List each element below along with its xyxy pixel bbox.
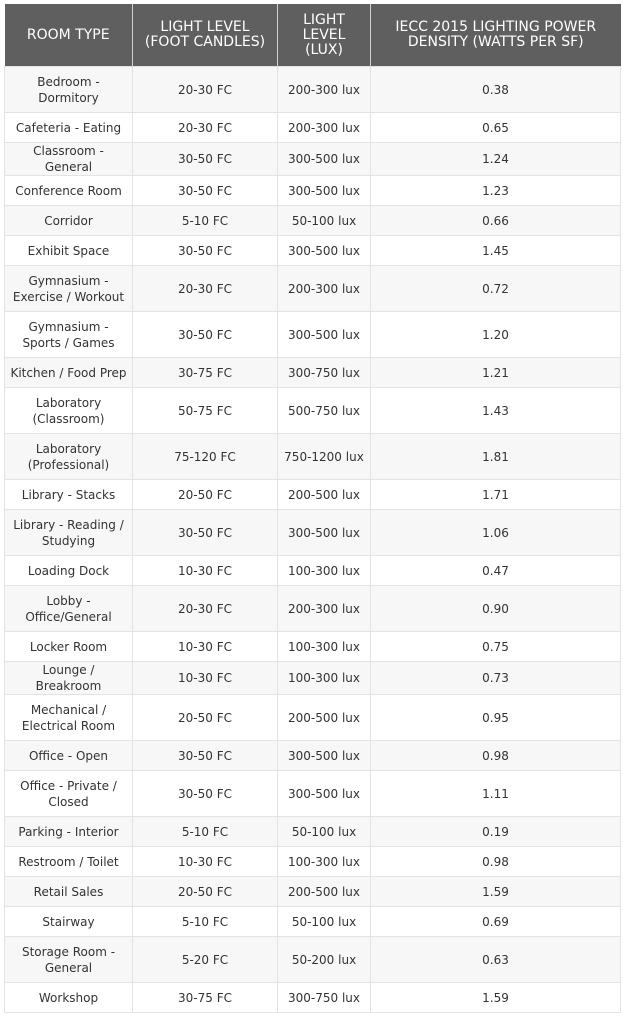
cell-foot-candles: 50-75 FC	[133, 388, 278, 434]
cell-lux: 500-750 lux	[278, 388, 371, 434]
cell-foot-candles: 30-50 FC	[133, 143, 278, 176]
cell-lux: 200-500 lux	[278, 877, 371, 907]
cell-foot-candles: 30-50 FC	[133, 312, 278, 358]
cell-power-density: 1.59	[371, 983, 621, 1013]
table-row	[5, 206, 621, 236]
cell-lux: 300-500 lux	[278, 236, 371, 266]
cell-foot-candles: 10-30 FC	[133, 556, 278, 586]
cell-lux: 200-300 lux	[278, 113, 371, 143]
table-row	[5, 907, 621, 937]
cell-lux: 100-300 lux	[278, 662, 371, 695]
cell-lux: 50-100 lux	[278, 817, 371, 847]
cell-room-type: Restroom / Toilet	[5, 847, 133, 877]
cell-power-density: 0.38	[371, 67, 621, 113]
cell-room-type: Office - Private / Closed	[5, 771, 133, 817]
lighting-table-container	[4, 4, 620, 1013]
cell-foot-candles: 20-30 FC	[133, 266, 278, 312]
cell-foot-candles: 10-30 FC	[133, 632, 278, 662]
cell-power-density: 1.43	[371, 388, 621, 434]
table-row	[5, 556, 621, 586]
cell-power-density: 0.65	[371, 113, 621, 143]
cell-room-type: Classroom - General	[5, 143, 133, 176]
table-row	[5, 741, 621, 771]
cell-foot-candles: 30-50 FC	[133, 741, 278, 771]
cell-foot-candles: 5-10 FC	[133, 817, 278, 847]
table-row	[5, 586, 621, 632]
header-light-level-fc: LIGHT LEVEL (FOOT CANDLES)	[133, 4, 278, 67]
cell-lux: 200-300 lux	[278, 586, 371, 632]
cell-foot-candles: 20-30 FC	[133, 586, 278, 632]
cell-power-density: 1.11	[371, 771, 621, 817]
table-row	[5, 266, 621, 312]
cell-power-density: 1.59	[371, 877, 621, 907]
cell-lux: 50-100 lux	[278, 206, 371, 236]
cell-power-density: 0.66	[371, 206, 621, 236]
cell-room-type: Gymnasium - Exercise / Workout	[5, 266, 133, 312]
cell-room-type: Library - Reading / Studying	[5, 510, 133, 556]
table-row	[5, 434, 621, 480]
cell-room-type: Storage Room - General	[5, 937, 133, 983]
cell-foot-candles: 20-30 FC	[133, 113, 278, 143]
cell-room-type: Workshop	[5, 983, 133, 1013]
cell-foot-candles: 10-30 FC	[133, 662, 278, 695]
cell-power-density: 0.19	[371, 817, 621, 847]
cell-room-type: Gymnasium - Sports / Games	[5, 312, 133, 358]
table-row	[5, 771, 621, 817]
cell-foot-candles: 75-120 FC	[133, 434, 278, 480]
header-room-type: ROOM TYPE	[5, 4, 133, 67]
cell-room-type: Library - Stacks	[5, 480, 133, 510]
cell-room-type: Kitchen / Food Prep	[5, 358, 133, 388]
cell-foot-candles: 20-50 FC	[133, 877, 278, 907]
cell-foot-candles: 30-50 FC	[133, 176, 278, 206]
table-row	[5, 236, 621, 266]
cell-lux: 200-500 lux	[278, 480, 371, 510]
table-row	[5, 358, 621, 388]
cell-room-type: Mechanical / Electrical Room	[5, 695, 133, 741]
table-row	[5, 695, 621, 741]
cell-foot-candles: 5-10 FC	[133, 206, 278, 236]
table-row	[5, 312, 621, 358]
cell-foot-candles: 30-50 FC	[133, 236, 278, 266]
cell-foot-candles: 5-10 FC	[133, 907, 278, 937]
cell-room-type: Exhibit Space	[5, 236, 133, 266]
cell-lux: 300-500 lux	[278, 143, 371, 176]
cell-lux: 750-1200 lux	[278, 434, 371, 480]
cell-power-density: 1.20	[371, 312, 621, 358]
table-row	[5, 983, 621, 1013]
cell-lux: 200-300 lux	[278, 67, 371, 113]
cell-power-density: 1.21	[371, 358, 621, 388]
cell-power-density: 0.63	[371, 937, 621, 983]
cell-power-density: 1.45	[371, 236, 621, 266]
cell-power-density: 0.72	[371, 266, 621, 312]
cell-power-density: 0.98	[371, 847, 621, 877]
cell-room-type: Cafeteria - Eating	[5, 113, 133, 143]
table-row	[5, 67, 621, 113]
table-header	[5, 4, 621, 67]
cell-lux: 100-300 lux	[278, 847, 371, 877]
table-row	[5, 817, 621, 847]
cell-foot-candles: 30-75 FC	[133, 983, 278, 1013]
cell-room-type: Corridor	[5, 206, 133, 236]
table-row	[5, 662, 621, 695]
cell-power-density: 0.75	[371, 632, 621, 662]
cell-room-type: Lounge / Breakroom	[5, 662, 133, 695]
table-row	[5, 937, 621, 983]
cell-lux: 200-500 lux	[278, 695, 371, 741]
cell-lux: 50-100 lux	[278, 907, 371, 937]
table-row	[5, 388, 621, 434]
cell-room-type: Laboratory (Professional)	[5, 434, 133, 480]
cell-room-type: Locker Room	[5, 632, 133, 662]
cell-room-type: Lobby - Office/General	[5, 586, 133, 632]
cell-foot-candles: 20-30 FC	[133, 67, 278, 113]
table-row	[5, 480, 621, 510]
cell-foot-candles: 20-50 FC	[133, 480, 278, 510]
cell-lux: 50-200 lux	[278, 937, 371, 983]
cell-room-type: Office - Open	[5, 741, 133, 771]
cell-lux: 300-500 lux	[278, 741, 371, 771]
cell-room-type: Retail Sales	[5, 877, 133, 907]
cell-room-type: Loading Dock	[5, 556, 133, 586]
table-row	[5, 113, 621, 143]
table-row	[5, 143, 621, 176]
cell-lux: 200-300 lux	[278, 266, 371, 312]
cell-room-type: Bedroom - Dormitory	[5, 67, 133, 113]
lighting-levels-table	[4, 4, 621, 1013]
cell-lux: 300-500 lux	[278, 510, 371, 556]
cell-room-type: Stairway	[5, 907, 133, 937]
table-row	[5, 847, 621, 877]
header-row	[5, 4, 621, 67]
cell-power-density: 0.95	[371, 695, 621, 741]
cell-power-density: 1.71	[371, 480, 621, 510]
header-lighting-power-density: IECC 2015 LIGHTING POWER DENSITY (WATTS PER SF)	[371, 4, 621, 67]
header-light-level-lux: LIGHT LEVEL (LUX)	[278, 4, 371, 67]
cell-power-density: 1.81	[371, 434, 621, 480]
cell-lux: 300-500 lux	[278, 771, 371, 817]
cell-room-type: Laboratory (Classroom)	[5, 388, 133, 434]
cell-power-density: 1.24	[371, 143, 621, 176]
cell-foot-candles: 30-50 FC	[133, 771, 278, 817]
cell-power-density: 0.90	[371, 586, 621, 632]
cell-lux: 300-500 lux	[278, 312, 371, 358]
cell-lux: 300-750 lux	[278, 983, 371, 1013]
cell-power-density: 0.47	[371, 556, 621, 586]
cell-power-density: 0.69	[371, 907, 621, 937]
cell-foot-candles: 30-75 FC	[133, 358, 278, 388]
table-row	[5, 510, 621, 556]
cell-foot-candles: 5-20 FC	[133, 937, 278, 983]
cell-lux: 300-500 lux	[278, 176, 371, 206]
cell-foot-candles: 20-50 FC	[133, 695, 278, 741]
cell-foot-candles: 30-50 FC	[133, 510, 278, 556]
cell-power-density: 0.73	[371, 662, 621, 695]
cell-power-density: 1.23	[371, 176, 621, 206]
table-row	[5, 176, 621, 206]
table-row	[5, 877, 621, 907]
table-body	[5, 67, 621, 1013]
cell-lux: 100-300 lux	[278, 632, 371, 662]
cell-lux: 100-300 lux	[278, 556, 371, 586]
cell-power-density: 1.06	[371, 510, 621, 556]
table-row	[5, 632, 621, 662]
cell-power-density: 0.98	[371, 741, 621, 771]
cell-foot-candles: 10-30 FC	[133, 847, 278, 877]
cell-room-type: Parking - Interior	[5, 817, 133, 847]
cell-lux: 300-750 lux	[278, 358, 371, 388]
cell-room-type: Conference Room	[5, 176, 133, 206]
